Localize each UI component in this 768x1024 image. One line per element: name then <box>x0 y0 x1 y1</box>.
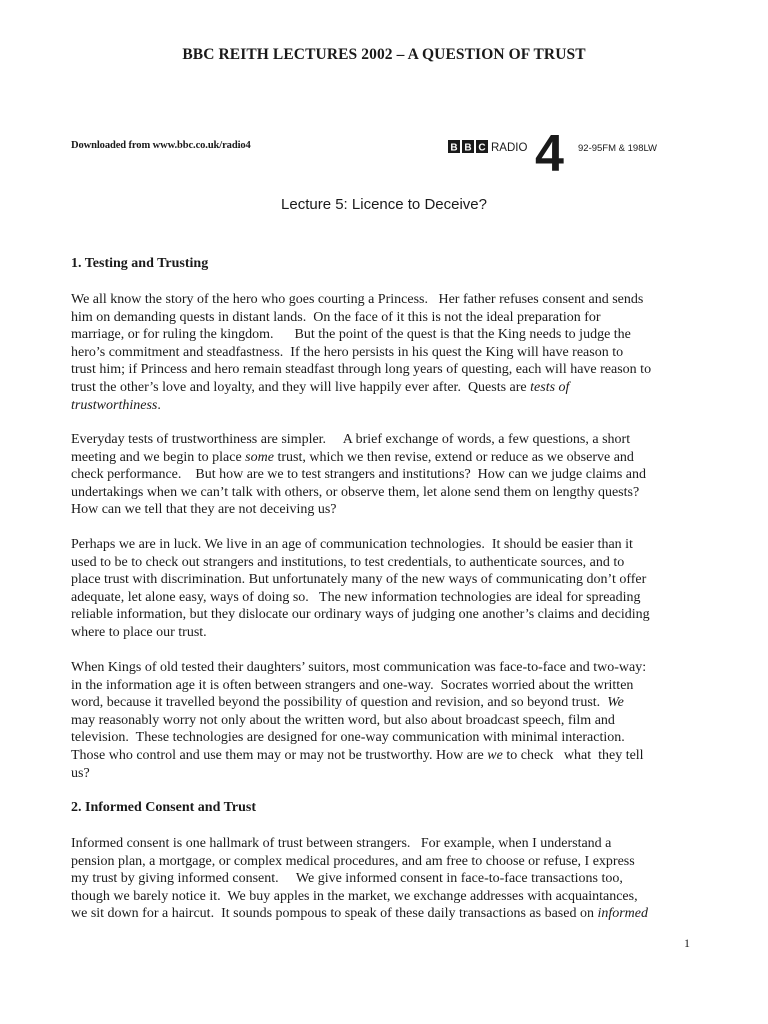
emphasis-run: informed <box>597 906 649 922</box>
download-source-line: Downloaded from www.bbc.co.uk/radio4 <box>71 140 251 151</box>
logo-letter-b2: B <box>464 142 472 154</box>
text-line: marriage, or for ruling the kingdom. But the point of the quest is that the King needs to judge the <box>71 327 631 343</box>
text-line: undertakings when we can’t talk with others, or observe them, let alone send them on lengthy quests? <box>71 484 640 500</box>
text-run: meeting and we begin to place <box>71 449 246 465</box>
text-line <box>71 449 703 467</box>
paragraph <box>71 431 703 519</box>
text-line: check performance. But how are we to test strangers and institutions? How can we judge claims and <box>71 467 646 483</box>
text-run: trust, which we then revise, extend or reduce as we observe and <box>273 449 634 465</box>
text-line: How can we tell that they are not deceiving us? <box>71 502 337 518</box>
emphasis-run: trustworthiness <box>71 397 158 413</box>
emphasis-run: we <box>487 747 503 763</box>
text-line: him on demanding quests in distant lands. On the face of it this is not the ideal preparation for <box>71 309 601 325</box>
text-line <box>71 747 703 765</box>
text-line: used to be to check out strangers and institutions, to test credentials, to authenticate sources, and to <box>71 554 625 570</box>
logo-number-4: 4 <box>535 128 564 178</box>
text-line: Perhaps we are in luck. We live in an age of communication technologies. It should be easier than it <box>71 537 633 552</box>
text-line <box>71 379 703 397</box>
text-line: adequate, let alone easy, ways of doing so. The new information technologies are ideal for spreading <box>71 589 641 605</box>
text-line: though we barely notice it. We buy apples in the market, we exchange addresses with acquaintances, <box>71 888 638 904</box>
section-heading: 2. Informed Consent and Trust <box>71 800 257 815</box>
text-line: place trust with discrimination. But unfortunately many of the new ways of communicating don’t offer <box>71 572 647 588</box>
text-run: trust the other’s love and loyalty, and they will live happily ever after. Quests are <box>71 379 531 395</box>
text-line: where to place our trust. <box>71 624 207 640</box>
page-number: 1 <box>684 936 690 950</box>
text-line: trust him; if Princess and hero remain steadfast through long years of questing, each will have reason to <box>71 362 652 378</box>
text-run: to check what they tell <box>502 747 644 763</box>
series-title: BBC REITH LECTURES 2002 – A QUESTION OF TRUST <box>182 46 586 63</box>
text-line: television. These technologies are designed for one-way communication with minimal interaction. <box>71 730 625 746</box>
lecture-title: Lecture 5: Licence to Deceive? <box>281 196 487 213</box>
emphasis-run: We <box>607 695 624 711</box>
logo-radio-word: RADIO <box>491 142 528 154</box>
text-line: We all know the story of the hero who goes courting a Princess. Her father refuses consent and sends <box>71 292 644 307</box>
section-heading: 1. Testing and Trusting <box>71 256 209 271</box>
paragraph <box>71 536 703 642</box>
logo-frequencies: 92-95FM & 198LW <box>578 143 658 154</box>
text-line: hero’s commitment and steadfastness. If the hero persists in his quest the King will have reason to <box>71 344 624 360</box>
text-line: us? <box>71 765 90 781</box>
text-line: in the information age it is often between strangers and one-way. Socrates worried about the written <box>71 677 634 693</box>
text-line <box>71 397 703 415</box>
emphasis-run: some <box>245 449 274 465</box>
text-line <box>71 694 703 712</box>
paragraph <box>71 659 703 782</box>
text-run: . <box>157 397 161 413</box>
text-line <box>71 905 703 923</box>
text-run: we sit down for a haircut. It sounds pompous to speak of these daily transactions as based on <box>71 906 598 922</box>
paragraph <box>71 291 703 414</box>
text-line: my trust by giving informed consent. We give informed consent in face-to-face transactions too, <box>71 871 623 887</box>
text-line: Informed consent is one hallmark of trust between strangers. For example, when I understand a <box>71 836 612 851</box>
text-line: When Kings of old tested their daughters’ suitors, most communication was face-to-face and two-way: <box>71 660 647 675</box>
bbc-radio4-logo <box>448 128 678 178</box>
text-line: pension plan, a mortgage, or complex medical procedures, and am free to choose or refuse, I express <box>71 853 635 869</box>
logo-letter-b1: B <box>450 142 458 154</box>
logo-letter-c: C <box>478 142 486 154</box>
text-run: Those who control and use them may or may not be trustworthy. How are <box>71 747 488 763</box>
paragraph <box>71 835 703 923</box>
text-run: word, because it travelled beyond the possibility of question and revision, and so beyond trust. <box>71 695 608 711</box>
text-line: may reasonably worry not only about the written word, but also about broadcast speech, film and <box>71 712 615 728</box>
emphasis-run: tests of <box>530 379 570 395</box>
text-line: Everyday tests of trustworthiness are simpler. A brief exchange of words, a few questions, a short <box>71 432 631 447</box>
text-line: reliable information, but they dislocate our ordinary ways of judging one another’s claims and deciding <box>71 607 650 623</box>
